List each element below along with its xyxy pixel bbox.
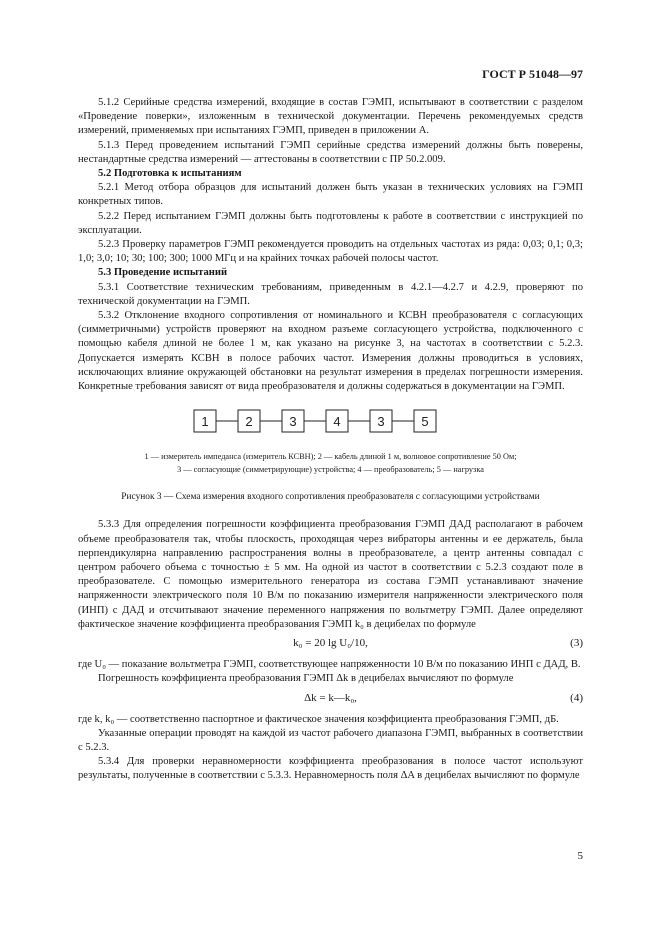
diagram-block-label-3: 3 [289, 414, 297, 430]
figure-legend [78, 450, 583, 476]
diagram-block-label-6: 5 [421, 414, 429, 430]
figure-caption: Рисунок 3 — Схема измерения входного сопротивления преобразователя с согласующими устройствами [121, 492, 540, 503]
paragraph-5-3-2: 5.3.2 Отклонение входного сопротивления от номинального и КСВН преобразователя с согласующих (симметричными) устройств проверяют на входном разъеме согласующего устройства, подключенного с помощью кабеля длиной не более 1 м, как указано на рисунке 3, на частотах в соответствии с 5.2.3. Допускается измерять КСВН в полосе рабочих частот. Измерения должны проводиться в условиях, исключающих влияние окружающей обстановки на результат измерения в пределах погрешности измерения. Конкретные требования зависят от вида преобразователя и должны содержаться в документации на ГЭМП. [78, 310, 583, 393]
diagram-block-label-1: 1 [201, 414, 209, 430]
diagram-block-label-2: 2 [245, 414, 253, 430]
paragraph-5-3-1: 5.3.1 Соответствие техническим требованиям, приведенным в 4.2.1—4.2.7 и 4.2.9, проверяют по технической документации на ГЭМП. [78, 281, 583, 307]
formula-4-expression: Δk = k—k₀, [304, 691, 357, 704]
page-number: 5 [577, 850, 583, 862]
section-heading-5-2: 5.2 Подготовка к испытаниям [98, 168, 242, 180]
legend-line-2: 3 — согласующие (симметрирующие) устройства; 4 — преобразователь; 5 — нагрузка [177, 465, 484, 475]
paragraph-5-1-2: 5.1.2 Серийные средства измерений, входящие в состав ГЭМП, испытывают в соответствии с разделом «Проведение поверки», изложенным в технической документации. Перечень рекомендуемых средств измерений, применяемых при испытаниях ГЭМП, приведен в приложении А. [78, 97, 583, 137]
block-diagram [78, 398, 583, 444]
formula-4-number: (4) [570, 691, 583, 704]
paragraph-operations: Указанные операции проводят на каждой из частот рабочего диапазона ГЭМП, выбранных в соответствии с 5.2.3. [78, 727, 583, 753]
formula-3-explanation: где U₀ — показание вольтметра ГЭМП, соответствующее напряженности 10 В/м по показанию ИНП с ДАД, В. [78, 659, 581, 671]
formula-3 [78, 632, 583, 658]
paragraph-5-3-4: 5.3.4 Для проверки неравномерности коэффициента преобразования в полосе частот используют результаты, полученные в соответствии с 5.3.3. Неравномерность поля ΔA в децибелах вычисляют по формуле [78, 756, 583, 782]
paragraph-5-2-3: 5.2.3 Проверку параметров ГЭМП рекомендуется проводить на отдельных частотах из ряда: 0,03; 0,1; 0,3; 1,0; 3,0; 10; 30; 100; 300; 1000 МГц и на крайних точках рабочей полосы частот. [78, 239, 583, 265]
formula-4 [78, 687, 583, 713]
figure-3-diagram [78, 398, 583, 450]
legend-line-1: 1 — измеритель импеданса (измеритель КСВН); 2 — кабель длиной 1 м, волновое сопротивление 50 Ом; [144, 452, 517, 462]
formula-3-expression: k₀ = 20 lg U₀/10, [293, 637, 368, 650]
section-heading-5-3: 5.3 Проведение испытаний [98, 267, 228, 279]
paragraph-5-3-3: 5.3.3 Для определения погрешности коэффициента преобразования ГЭМП ДАД располагают в рабочем объеме преобразователя так, чтобы плоскость, проходящая через вибраторы антенны и ее держатель, была перпендикулярна направлению распространения волны в преобразователе, а центр антенны совпадал с центром рабочего объема с точностью ± 5 мм. На одной из частот в соответствии с 5.2.3 создают поле в преобразователе. С помощью измерительного генератора из состава ГЭМП устанавливают значение напряженности электрического поля 10 В/м по показанию измерителя напряженности электрического поля (ИНП) с ДАД и отсчитывают значение переменного напряжения по вольтметру ГЭМП. Далее определяют фактическое значение коэффициента преобразования ГЭМП k₀ в децибелах по формуле [78, 519, 583, 630]
paragraph-error: Погрешность коэффициента преобразования ГЭМП Δk в децибелах вычисляют по формуле [98, 673, 514, 685]
diagram-block-label-5: 3 [377, 414, 385, 430]
page-content [78, 96, 583, 784]
paragraph-5-2-2: 5.2.2 Перед испытанием ГЭМП должны быть подготовлены к работе в соответствии с инструкцией по эксплуатации. [78, 210, 583, 236]
diagram-block-label-4: 4 [333, 414, 341, 430]
formula-3-number: (3) [570, 637, 583, 650]
document-header: ГОСТ Р 51048—97 [482, 67, 583, 81]
formula-4-explanation: где k, k₀ — соответственно паспортное и фактическое значения коэффициента преобразования ГЭМП, дБ. [78, 713, 559, 725]
paragraph-5-1-3: 5.1.3 Перед проведением испытаний ГЭМП серийные средства измерений должны быть поверены, нестандартные средства измерений — аттестованы в соответствии с ПР 50.2.009. [78, 139, 583, 165]
paragraph-5-2-1: 5.2.1 Метод отбора образцов для испытаний должен быть указан в технических условиях на ГЭМП конкретных типов. [78, 182, 583, 208]
